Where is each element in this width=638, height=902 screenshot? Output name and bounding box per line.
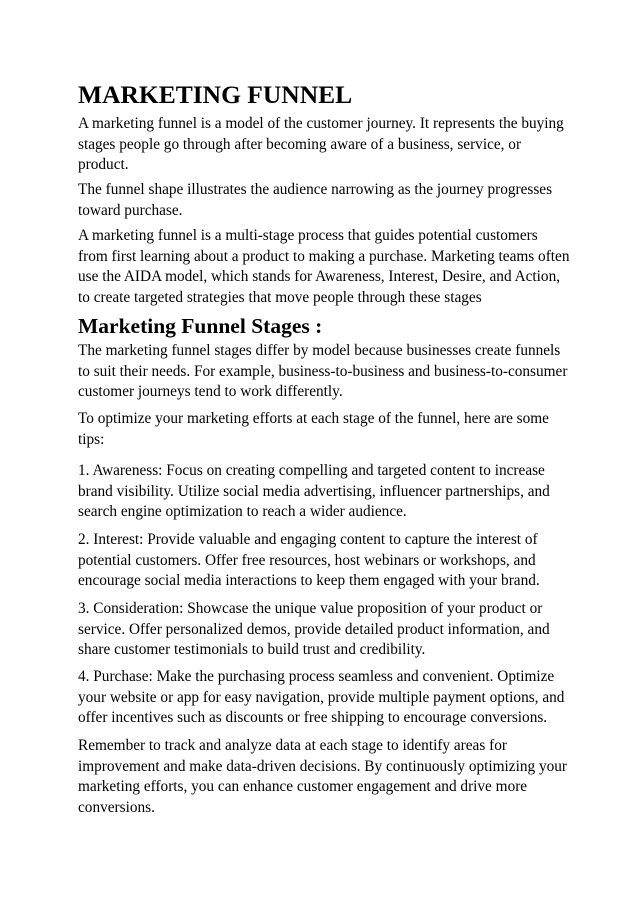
intro-paragraph-3 xyxy=(78,226,570,308)
text-line: customer journeys tend to work differently. xyxy=(78,383,343,400)
text-line: stages people go through after becoming aware of a business, service, or xyxy=(78,135,522,153)
tip-interest xyxy=(78,530,564,592)
text-line: The marketing funnel stages differ by model because businesses create funnels xyxy=(78,342,561,359)
text-line: to suit their needs. For example, business-to-business and business-to-consumer xyxy=(78,362,568,380)
text-line: use the AIDA model, which stands for Awareness, Interest, Desire, and Action, xyxy=(78,268,561,285)
text-line: The funnel shape illustrates the audience narrowing as the journey progresses xyxy=(78,181,553,198)
text-line: your website or app for easy navigation, provide multiple payment options, and xyxy=(78,688,565,706)
text-line: toward purchase. xyxy=(78,201,183,219)
text-line: encourage social media interactions to keep them engaged with your brand. xyxy=(78,572,540,589)
text-line: conversions. xyxy=(78,798,155,816)
text-line: brand visibility. Utilize social media advertising, influencer partnerships, and xyxy=(78,482,550,500)
text-line: to create targeted strategies that move people through these stages xyxy=(78,288,482,306)
text-line: improvement and make data-driven decisions. By continuously optimizing your xyxy=(78,757,567,775)
text-line: Remember to track and analyze data at each stage to identify areas for xyxy=(78,737,507,754)
text-line: 2. Interest: Provide valuable and engaging content to capture the interest of xyxy=(78,531,538,548)
tip-purchase xyxy=(78,667,564,729)
tip-awareness xyxy=(78,461,564,523)
closing-paragraph xyxy=(78,736,567,818)
text-line: 1. Awareness: Focus on creating compelling and targeted content to increase xyxy=(78,462,545,479)
text-line: tips: xyxy=(78,430,105,448)
text-line: share customer testimonials to build trust and credibility. xyxy=(78,641,426,658)
intro-paragraph-2 xyxy=(78,180,564,221)
text-line: marketing efforts, you can enhance customer engagement and drive more xyxy=(78,778,528,795)
document-title: MARKETING FUNNEL xyxy=(78,80,353,109)
section-paragraph-1 xyxy=(78,341,568,403)
text-line: A marketing funnel is a multi-stage process that guides potential customers xyxy=(78,227,538,244)
text-line: A marketing funnel is a model of the customer journey. It represents the buying xyxy=(78,115,564,132)
text-line: 4. Purchase: Make the purchasing process seamless and convenient. Optimize xyxy=(78,668,555,685)
intro-paragraph-1 xyxy=(78,114,564,176)
text-line: from first learning about a product to making a purchase. Marketing teams often xyxy=(78,247,570,265)
text-line: offer incentives such as discounts or free shipping to encourage conversions. xyxy=(78,709,548,726)
text-line: potential customers. Offer free resources, host webinars or workshops, and xyxy=(78,551,536,569)
text-line: 3. Consideration: Showcase the unique value proposition of your product or xyxy=(78,600,543,617)
section-paragraph-2 xyxy=(78,409,564,450)
text-line: service. Offer personalized demos, provide detailed product information, and xyxy=(78,620,550,638)
section-heading: Marketing Funnel Stages : xyxy=(78,314,323,338)
tip-consideration xyxy=(78,599,564,661)
text-line: search engine optimization to reach a wider audience. xyxy=(78,503,407,520)
text-line: To optimize your marketing efforts at each stage of the funnel, here are some xyxy=(78,410,549,427)
text-line: product. xyxy=(78,156,129,173)
